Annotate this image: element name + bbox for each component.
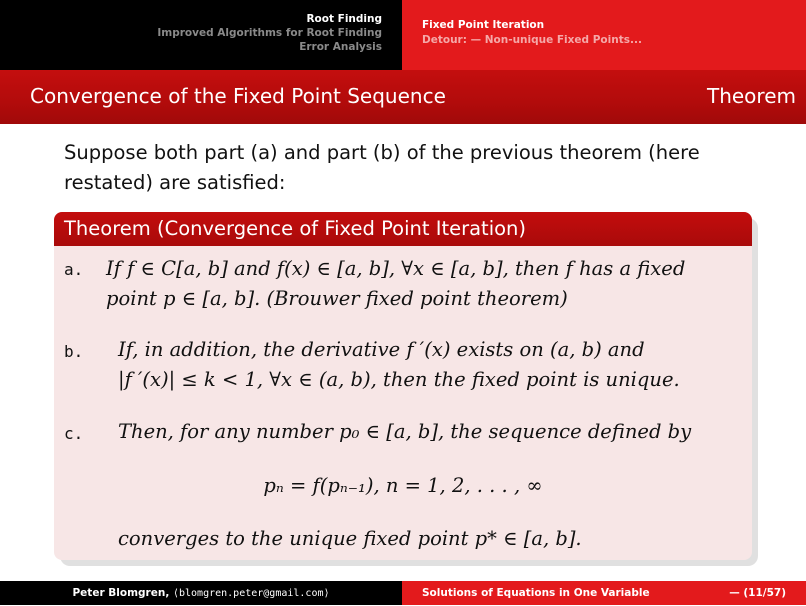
conclusion-text: converges to the unique fixed point p* ∈ [a, b]. (118, 527, 582, 550)
item-b-line2: |f ′(x)| ≤ k < 1, ∀x ∈ (a, b), then the fixed point is unique. (118, 368, 680, 391)
nav-section-improved-algorithms[interactable]: Improved Algorithms for Root Finding (157, 27, 382, 39)
item-c-line1: Then, for any number p₀ ∈ [a, b], the sequence defined by (118, 420, 692, 443)
item-b-label: b. (64, 342, 84, 361)
nav-subsection-fixed-point-iteration[interactable]: Fixed Point Iteration (422, 19, 545, 31)
theorem-title: Theorem (Convergence of Fixed Point Iteration) (54, 212, 752, 246)
item-a-label: a. (64, 260, 84, 279)
nav-subsection-detour[interactable]: Detour: — Non-unique Fixed Points... (422, 34, 642, 46)
subsection-navigation (402, 0, 806, 70)
footer-page-number: — (11/57) (729, 587, 786, 599)
top-navigation (0, 0, 806, 70)
frame-title-bar (0, 70, 806, 124)
intro-text: Suppose both part (a) and part (b) of the previous theorem (here restated) are satisfied: (64, 141, 700, 194)
item-c-label: c. (64, 424, 84, 443)
section-navigation (0, 0, 402, 70)
theorem-block (54, 212, 752, 560)
footer (0, 581, 806, 605)
item-b-line1: If, in addition, the derivative f ′(x) exists on (a, b) and (118, 338, 645, 361)
sequence-formula: pₙ = f(pₙ₋₁), n = 1, 2, . . . , ∞ (263, 474, 543, 497)
footer-author (0, 581, 402, 605)
item-a-line1: If f ∈ C[a, b] and f(x) ∈ [a, b], ∀x ∈ [a, b], then f has a fixed (106, 257, 686, 280)
footer-title: Solutions of Equations in One Variable (422, 587, 650, 599)
nav-section-root-finding[interactable]: Root Finding (306, 13, 382, 25)
footer-author-email: ⟨blomgren.peter@gmail.com⟩ (172, 588, 330, 599)
frame-label: Theorem (706, 84, 796, 108)
item-a-line2: point p ∈ [a, b]. (Brouwer fixed point theorem) (106, 287, 568, 310)
nav-section-error-analysis[interactable]: Error Analysis (299, 41, 382, 53)
footer-right (402, 581, 806, 605)
footer-author-name: Peter Blomgren, (72, 587, 173, 599)
frame-title: Convergence of the Fixed Point Sequence (30, 84, 446, 108)
